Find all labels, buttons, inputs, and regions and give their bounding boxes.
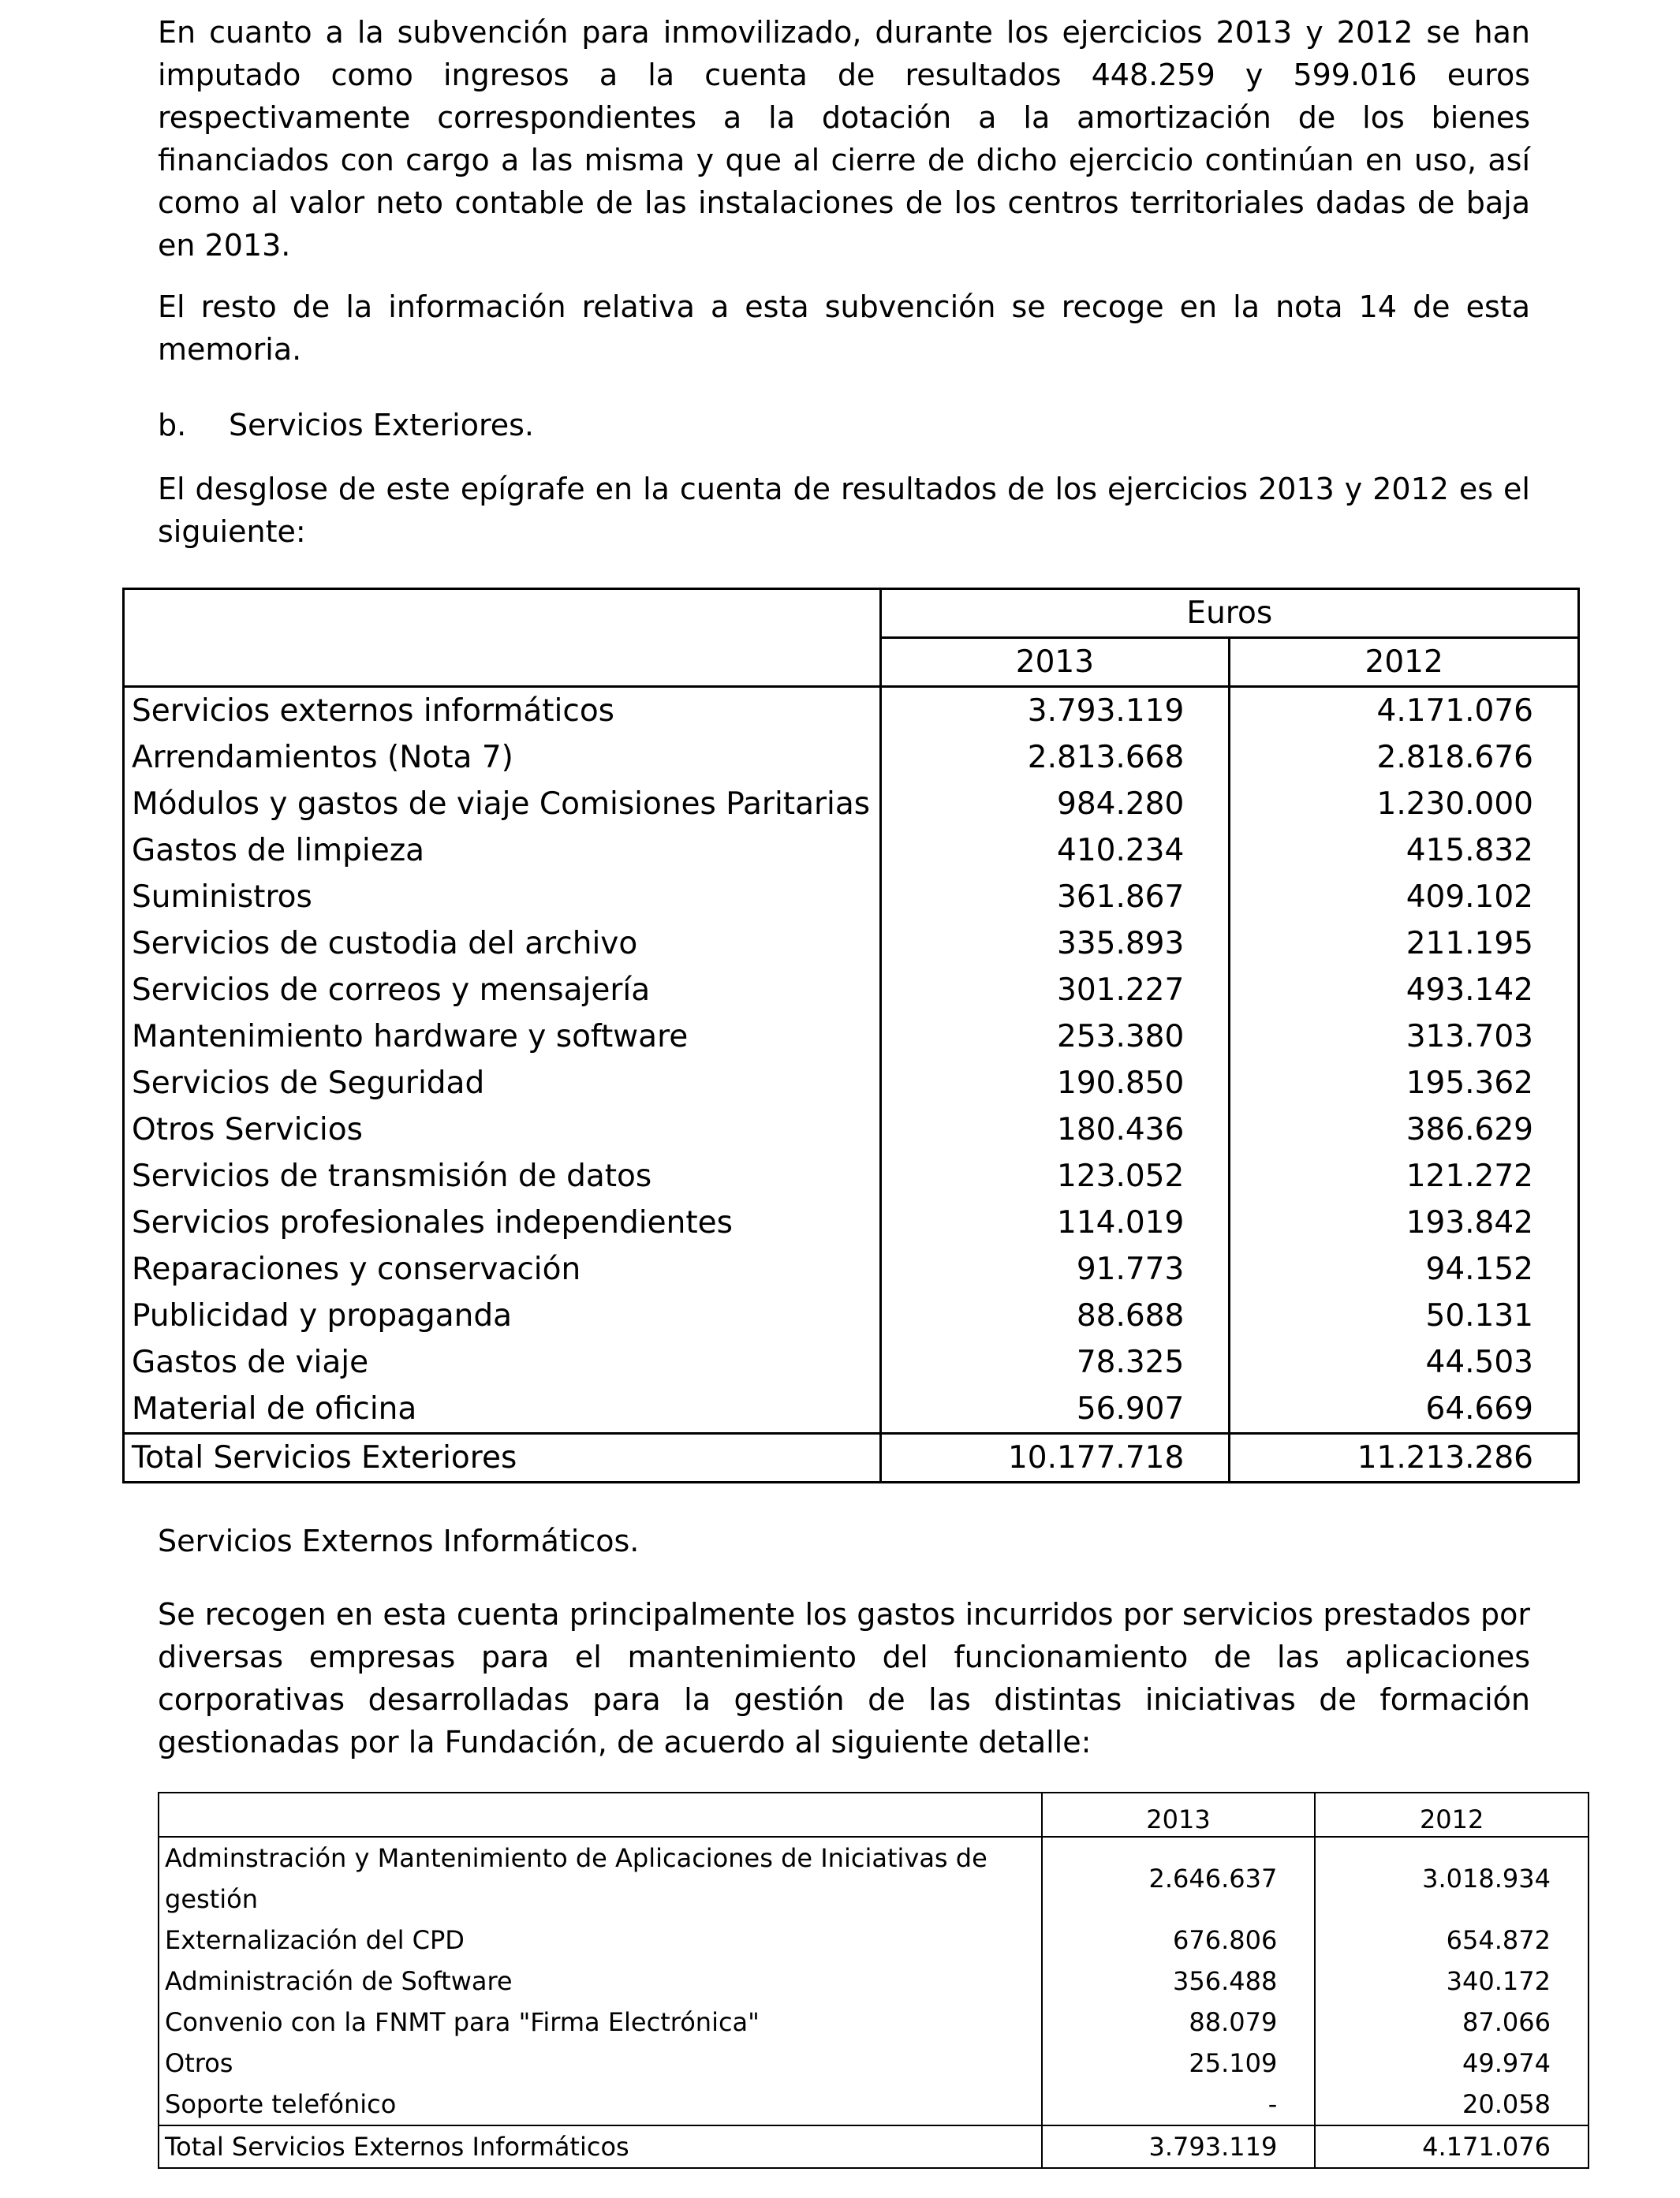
table-row — [159, 2043, 1589, 2084]
table-row — [124, 1339, 1579, 1386]
value-2012: 193.842 — [1406, 1205, 1533, 1241]
table-header-blank — [159, 1793, 1042, 1837]
servicios-exteriores-table — [122, 588, 1580, 1483]
value-2012: 195.362 — [1406, 1065, 1533, 1101]
value-2013: 88.688 — [880, 1293, 1230, 1339]
row-label: Mantenimiento hardware y software — [124, 1013, 881, 1060]
table-row — [159, 1920, 1589, 1961]
value-2013: 123.052 — [880, 1153, 1230, 1200]
table-row — [159, 2002, 1589, 2043]
row-label: Publicidad y propaganda — [124, 1293, 881, 1339]
paragraph-subvencion: En cuanto a la subvención para inmovilizado, durante los ejercicios 2013 y 2012 se han imputado como ingresos a la cuenta de resultados 448.259 y 599.016 euros respectivamente correspondientes a la dotación a la amortización de los bienes financiados con cargo a las misma y que al cierre de dicho ejercicio continúan en uso, así como al valor neto contable de las instalaciones de los centros territoriales dadas de baja en 2013. — [158, 15, 1530, 263]
table-row — [124, 1200, 1579, 1246]
column-header-2012: 2012 — [1230, 638, 1579, 687]
row-label: Arrendamientos (Nota 7) — [124, 734, 881, 781]
table-row — [124, 920, 1579, 967]
value-2013: 3.793.119 — [880, 687, 1230, 735]
table-row — [124, 1106, 1579, 1153]
value-2012: 1.230.000 — [1376, 786, 1533, 822]
value-2013: 356.488 — [1042, 1961, 1316, 2002]
value-2013: 88.079 — [1042, 2002, 1316, 2043]
row-label: Servicios de custodia del archivo — [124, 920, 881, 967]
value-2013: 190.850 — [880, 1060, 1230, 1106]
table-row — [124, 967, 1579, 1013]
table-total-row — [124, 1434, 1579, 1483]
paragraph-desglose: El desglose de este epígrafe en la cuenta de resultados de los ejercicios 2013 y 2012 es el siguiente: — [158, 472, 1530, 549]
row-label: Convenio con la FNMT para "Firma Electrónica" — [159, 2002, 1042, 2043]
value-2012: 49.974 — [1462, 2048, 1551, 2078]
row-label: Soporte telefónico — [159, 2084, 1042, 2125]
value-2013: 114.019 — [880, 1200, 1230, 1246]
value-2013: 91.773 — [880, 1246, 1230, 1293]
section-title-servicios-externos-informaticos: Servicios Externos Informáticos. — [158, 1524, 640, 1558]
row-label: Servicios externos informáticos — [124, 687, 881, 735]
row-label: Suministros — [124, 874, 881, 920]
row-label: Servicios de Seguridad — [124, 1060, 881, 1106]
table-row — [124, 1013, 1579, 1060]
column-header-2012: 2012 — [1315, 1793, 1589, 1837]
row-label: Módulos y gastos de viaje Comisiones Paritarias — [124, 781, 881, 827]
value-2012: 409.102 — [1406, 879, 1533, 915]
row-label: Gastos de viaje — [124, 1339, 881, 1386]
row-label: Servicios de correos y mensajería — [124, 967, 881, 1013]
value-2013: 984.280 — [880, 781, 1230, 827]
column-header-2013: 2013 — [1042, 1793, 1316, 1837]
section-title: Servicios Exteriores. — [229, 408, 534, 442]
value-2013: 410.234 — [880, 827, 1230, 874]
table-row — [159, 2084, 1589, 2125]
value-2012: 121.272 — [1406, 1159, 1533, 1194]
section-heading-servicios-exteriores — [158, 404, 1530, 446]
value-2012: 64.669 — [1425, 1391, 1533, 1427]
table-row — [124, 1386, 1579, 1434]
section-letter: b. — [158, 408, 187, 442]
row-label: Material de oficina — [124, 1386, 881, 1434]
value-2012: 2.818.676 — [1376, 740, 1533, 775]
value-2012: 386.629 — [1406, 1112, 1533, 1148]
value-2013: 10.177.718 — [880, 1434, 1230, 1483]
value-2012: 415.832 — [1406, 833, 1533, 868]
paragraph-servicios-externos-detalle: Se recogen en esta cuenta principalmente los gastos incurridos por servicios prestados por diversas empresas para el mantenimiento del funcionamiento de las aplicaciones corporativas desarrolladas para la gestión de las distintas iniciativas de formación gestionadas por la Fundación, de acuerdo al siguiente detalle: — [158, 1597, 1530, 1760]
row-label: Otros Servicios — [124, 1106, 881, 1153]
value-2012: 20.058 — [1462, 2089, 1551, 2119]
row-label: Reparaciones y conservación — [124, 1246, 881, 1293]
table-row — [159, 1961, 1589, 2002]
table-row — [124, 1060, 1579, 1106]
value-2013: 78.325 — [880, 1339, 1230, 1386]
value-2012: 94.152 — [1425, 1252, 1533, 1287]
value-2013: 180.436 — [880, 1106, 1230, 1153]
row-label: Gastos de limpieza — [124, 827, 881, 874]
table-row — [124, 874, 1579, 920]
table-row — [124, 827, 1579, 874]
value-2012: 3.018.934 — [1422, 1864, 1551, 1894]
value-2012: 87.066 — [1462, 2007, 1551, 2037]
row-label: Servicios profesionales independientes — [124, 1200, 881, 1246]
value-2012: 313.703 — [1406, 1019, 1533, 1054]
table-row — [124, 1153, 1579, 1200]
value-2013: 56.907 — [880, 1386, 1230, 1434]
value-2013: 253.380 — [880, 1013, 1230, 1060]
paragraph-resto-informacion: El resto de la información relativa a esta subvención se recoge en la nota 14 de esta memoria. — [158, 289, 1530, 367]
value-2012: 44.503 — [1425, 1345, 1533, 1380]
value-2013: 2.646.637 — [1042, 1837, 1316, 1920]
value-2012: 211.195 — [1406, 926, 1533, 961]
row-label: Servicios de transmisión de datos — [124, 1153, 881, 1200]
column-header-2013: 2013 — [880, 638, 1230, 687]
value-2012: 4.171.076 — [1315, 2125, 1589, 2168]
value-2013: 301.227 — [880, 967, 1230, 1013]
row-label: Total Servicios Exteriores — [124, 1434, 881, 1483]
table-row — [124, 687, 1579, 735]
table-row — [159, 1837, 1589, 1920]
value-2012: 340.172 — [1446, 1966, 1551, 1996]
value-2013: 676.806 — [1042, 1920, 1316, 1961]
table-row — [124, 734, 1579, 781]
value-2012: 11.213.286 — [1230, 1434, 1579, 1483]
table-header-blank — [124, 589, 881, 687]
table-total-row — [159, 2125, 1589, 2168]
value-2012: 654.872 — [1446, 1925, 1551, 1955]
table-row — [124, 1246, 1579, 1293]
table-row — [124, 1293, 1579, 1339]
table-row — [124, 781, 1579, 827]
value-2013: - — [1042, 2084, 1316, 2125]
value-2013: 3.793.119 — [1042, 2125, 1316, 2168]
row-label: Administración de Software — [159, 1961, 1042, 2002]
servicios-externos-informaticos-table — [158, 1792, 1589, 2169]
value-2012: 50.131 — [1425, 1298, 1533, 1334]
value-2013: 335.893 — [880, 920, 1230, 967]
row-label: Adminstración y Mantenimiento de Aplicaciones de Iniciativas de gestión — [159, 1837, 1042, 1920]
value-2012: 493.142 — [1406, 972, 1533, 1008]
table-header-euros: Euros — [880, 589, 1578, 638]
value-2013: 361.867 — [880, 874, 1230, 920]
row-label: Otros — [159, 2043, 1042, 2084]
value-2013: 25.109 — [1042, 2043, 1316, 2084]
row-label: Total Servicios Externos Informáticos — [159, 2125, 1042, 2168]
row-label: Externalización del CPD — [159, 1920, 1042, 1961]
value-2012: 4.171.076 — [1376, 693, 1533, 729]
value-2013: 2.813.668 — [880, 734, 1230, 781]
